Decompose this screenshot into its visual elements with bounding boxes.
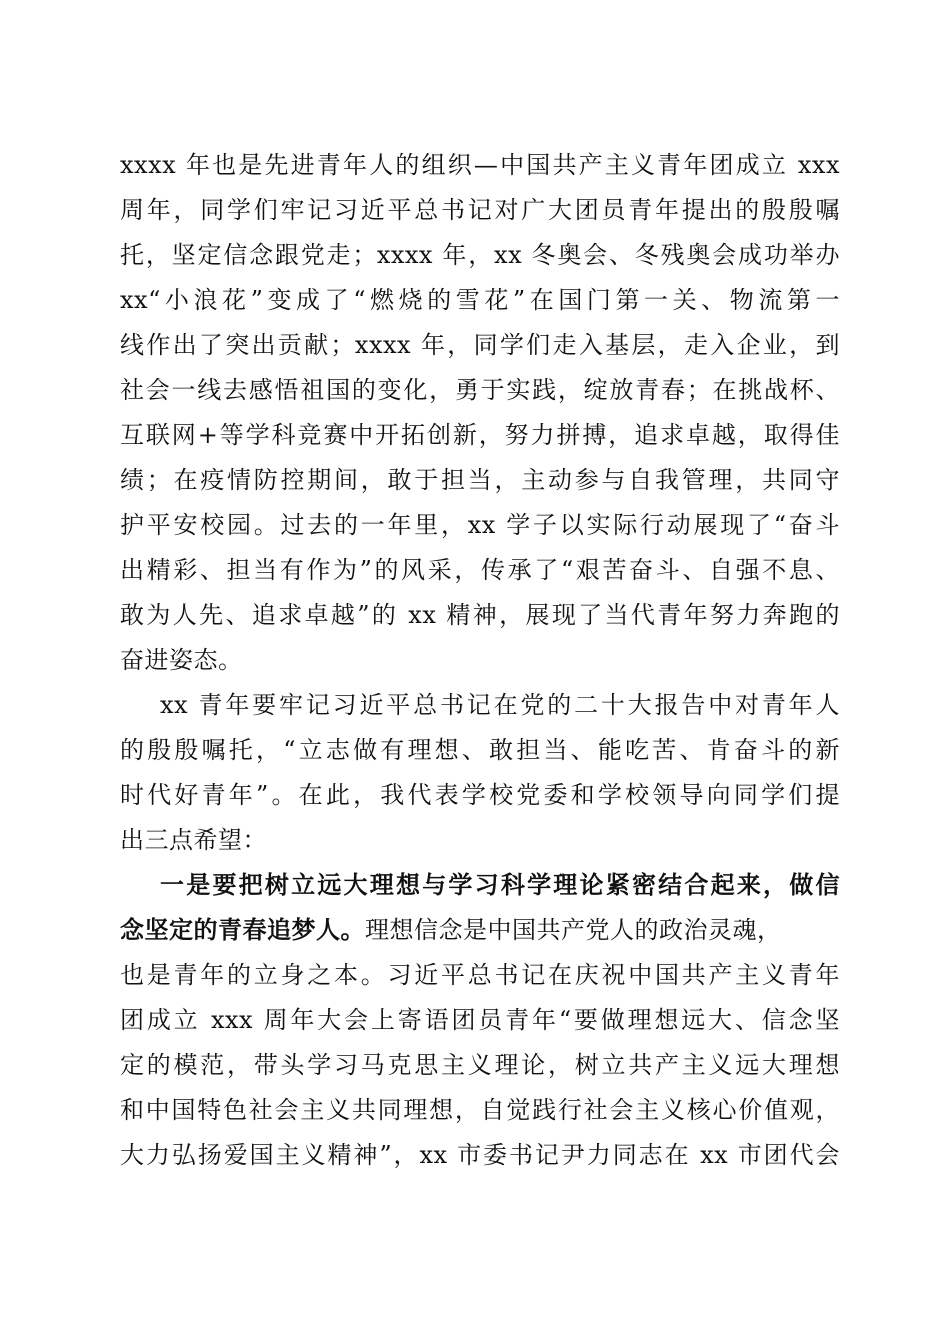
paragraph-line: 线作出了突出贡献；xxxx 年，同学们走入基层，走入企业，到 [120, 331, 840, 359]
paragraph-line: 绩；在疫情防控期间，敢于担当，主动参与自我管理，共同守 [120, 466, 840, 494]
paragraph-line: 的殷殷嘱托，“立志做有理想、敢担当、能吃苦、肯奋斗的新 [120, 736, 840, 764]
paragraph-line: 团成立 xxx 周年大会上寄语团员青年“要做理想远大、信念坚 [120, 1006, 840, 1034]
paragraph-line: 时代好青年”。在此，我代表学校党委和学校领导向同学们提 [120, 781, 840, 809]
paragraph-line: 出三点希望： [120, 826, 267, 854]
paragraph-line: 大力弘扬爱国主义精神”，xx 市委书记尹力同志在 xx 市团代会 [120, 1141, 840, 1169]
paragraph-line: 出精彩、担当有作为”的风采，传承了“艰苦奋斗、自强不息、 [120, 556, 840, 584]
paragraph-line: 和中国特色社会主义共同理想，自觉践行社会主义核心价值观， [120, 1096, 840, 1124]
paragraph-line: xx“小浪花”变成了“燃烧的雪花”在国门第一关、物流第一 [120, 286, 840, 314]
paragraph-line: 敢为人先、追求卓越”的 xx 精神，展现了当代青年努力奔跑的 [120, 601, 840, 629]
paragraph-line: 社会一线去感悟祖国的变化，勇于实践，绽放青春；在挑战杯、 [120, 376, 840, 404]
paragraph-mixed-line [120, 910, 840, 950]
paragraph-heading-end: 念坚定的青春追梦人。 [120, 915, 365, 944]
paragraph-line: xxxx 年也是先进青年人的组织—中国共产主义青年团成立 xxx [120, 151, 840, 179]
paragraph-line: 也是青年的立身之本。习近平总书记在庆祝中国共产主义青年 [120, 961, 840, 989]
paragraph-line: 托，坚定信念跟党走；xxxx 年，xx 冬奥会、冬残奥会成功举办 [120, 241, 840, 269]
paragraph-line: 互联网+等学科竞赛中开拓创新，努力拼搏，追求卓越，取得佳 [120, 421, 840, 449]
paragraph-heading-line: 一是要把树立远大理想与学习科学理论紧密结合起来，做信 [160, 870, 840, 899]
paragraph-line: 奋进姿态。 [120, 646, 243, 674]
paragraph-line: xx 青年要牢记习近平总书记在党的二十大报告中对青年人 [160, 691, 840, 719]
paragraph-line: 护平安校园。过去的一年里，xx 学子以实际行动展现了“奋斗 [120, 511, 840, 539]
paragraph-text: 理想信念是中国共产党人的政治灵魂， [365, 916, 782, 944]
paragraph-line: 周年，同学们牢记习近平总书记对广大团员青年提出的殷殷嘱 [120, 196, 840, 224]
paragraph-line: 定的模范，带头学习马克思主义理论，树立共产主义远大理想 [120, 1051, 840, 1079]
